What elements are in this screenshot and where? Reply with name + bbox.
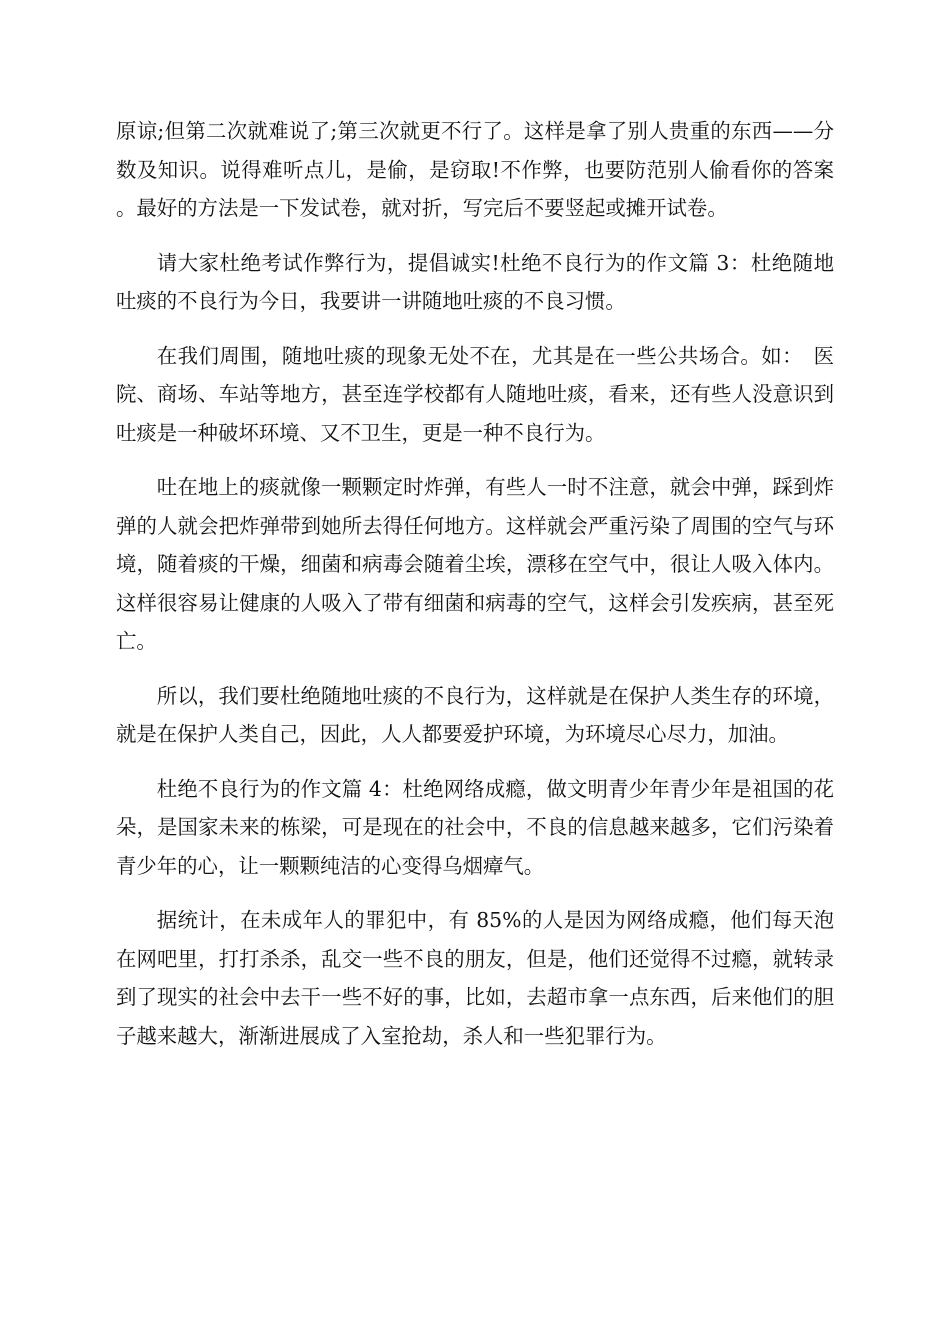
paragraph-4: 吐在地上的痰就像一颗颗定时炸弹，有些人一时不注意，就会中弹，踩到炸弹的人就会把炸弹带到她所去得任何地方。这样就会严重污染了周围的空气与环境，随着痰的干燥，细菌和病毒会随着尘埃，漂移在空气中，很让人吸入体内。这样很容易让健康的人吸入了带有细菌和病毒的空气，这样会引发疾病，甚至死亡。: [116, 475, 834, 653]
document-page: [116, 112, 834, 1071]
paragraph-3: 在我们周围，随地吐痰的现象无处不在，尤其是在一些公共场合。如： 医院、商场、车站等地方，甚至连学校都有人随地吐痰，看来，还有些人没意识到吐痰是一种破坏环境、又不卫生，更是一种不良行为。: [116, 343, 834, 445]
paragraph-6: 杜绝不良行为的作文篇 4：杜绝网络成瘾，做文明青少年青少年是祖国的花朵，是国家未来的栋梁，可是现在的社会中，不良的信息越来越多，它们污染着青少年的心，让一颗颗纯洁的心变得乌烟瘴气。: [116, 776, 834, 878]
paragraph-7: 据统计，在未成年人的罪犯中，有 85%的人是因为网络成瘾，他们每天泡在网吧里，打打杀杀，乱交一些不良的朋友，但是，他们还觉得不过瘾，就转录到了现实的社会中去干一些不好的事，比如，去超市拿一点东西，后来他们的胆子越来越大，渐渐进展成了入室抢劫，杀人和一些犯罪行为。: [116, 908, 834, 1048]
paragraph-5: 所以，我们要杜绝随地吐痰的不良行为，这样就是在保护人类生存的环境，就是在保护人类自己，因此，人人都要爱护环境，为环境尽心尽力，加油。: [116, 683, 834, 746]
paragraph-2: 请大家杜绝考试作弊行为，提倡诚实!杜绝不良行为的作文篇 3：杜绝随地吐痰的不良行为今日，我要讲一讲随地吐痰的不良习惯。: [116, 250, 834, 313]
paragraph-1: 原谅;但第二次就难说了;第三次就更不行了。这样是拿了别人贵重的东西——分数及知识。说得难听点儿，是偷，是窃取!不作弊，也要防范别人偷看你的答案。最好的方法是一下发试卷，就对折，写完后不要竖起或摊开试卷。: [116, 119, 834, 220]
